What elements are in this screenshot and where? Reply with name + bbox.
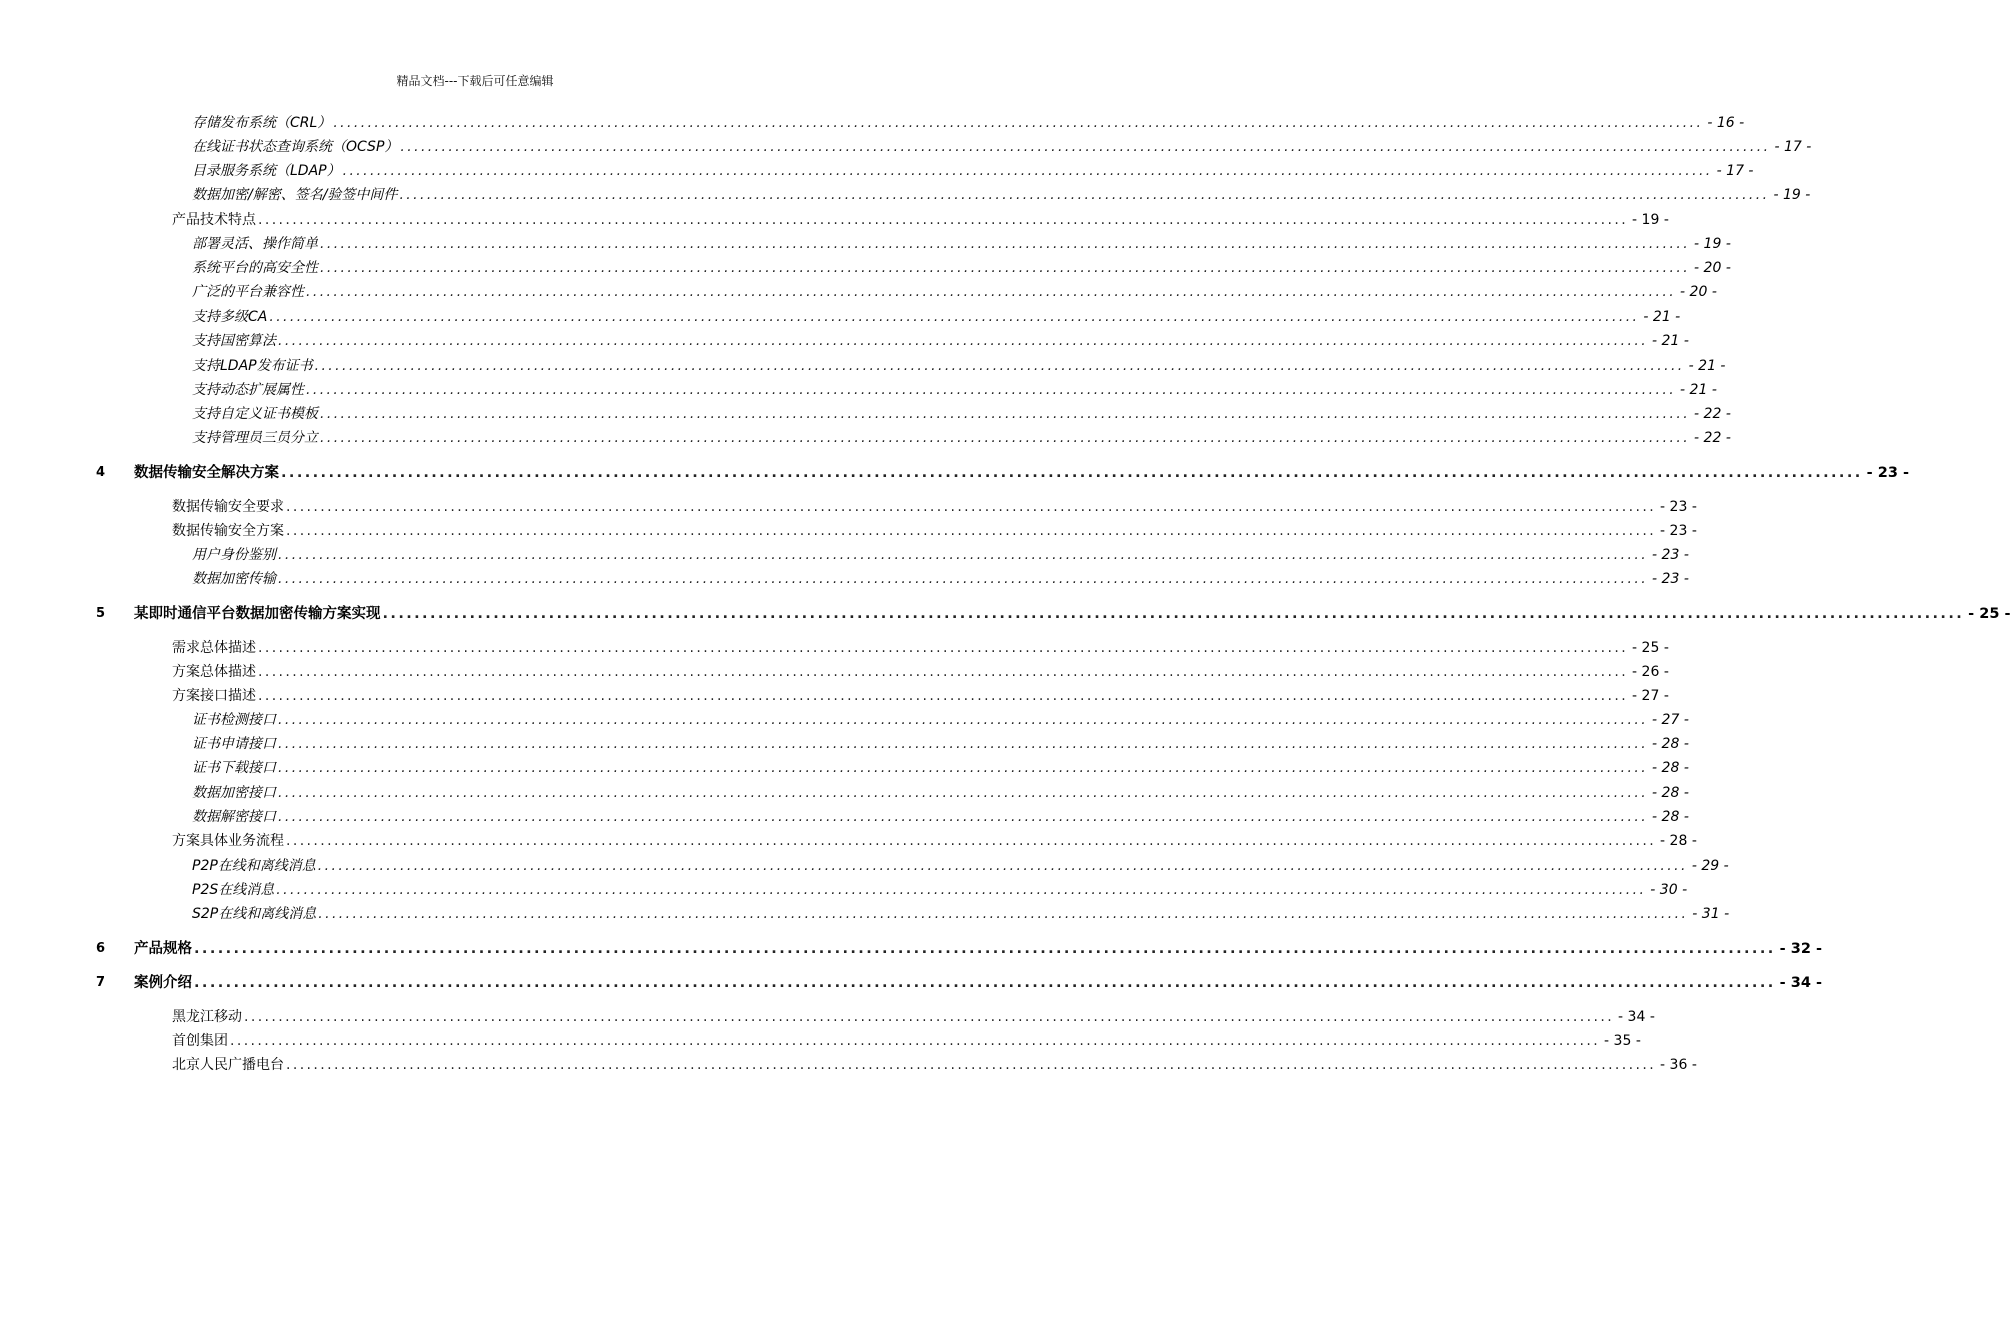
toc-dot-leader: ........................................................................................................................................................................................................ bbox=[281, 465, 1863, 481]
toc-entry-line bbox=[192, 184, 1811, 206]
toc-entry-title: 数据加密传输 bbox=[192, 571, 276, 587]
toc-entry-title: 支持自定义证书模板 bbox=[192, 406, 318, 422]
toc-entry-line bbox=[192, 855, 1729, 877]
toc-dot-leader: ........................................................................................................................................................................................................ bbox=[278, 571, 1649, 587]
toc-page-number: - 28 - bbox=[1660, 833, 1697, 849]
toc-entry-title: 数据解密接口 bbox=[192, 809, 276, 825]
toc-entry-line bbox=[192, 403, 1731, 425]
toc-page-number: - 25 - bbox=[1968, 606, 2010, 622]
toc-page-number: - 23 - bbox=[1866, 465, 1909, 481]
toc-entry[interactable] bbox=[0, 379, 1717, 401]
toc-page-number: - 23 - bbox=[1660, 499, 1697, 515]
toc-page-number: - 17 - bbox=[1774, 139, 1812, 155]
toc-dot-leader: ........................................................................................................................................................................................................ bbox=[230, 1033, 1601, 1049]
toc-dot-leader: ........................................................................................................................................................................................................ bbox=[278, 760, 1649, 776]
toc-entry-line bbox=[192, 257, 1731, 279]
toc-entry-line bbox=[192, 330, 1689, 352]
toc-entry-line bbox=[192, 379, 1717, 401]
toc-entry-title: 支持多级CA bbox=[192, 309, 268, 325]
toc-entry[interactable] bbox=[0, 209, 1669, 231]
toc-entry-title: 证书下载接口 bbox=[192, 760, 276, 776]
toc-entry-line bbox=[192, 355, 1726, 377]
toc-page-number: - 19 - bbox=[1773, 187, 1811, 203]
toc-dot-leader: ........................................................................................................................................................................................................ bbox=[342, 163, 1713, 179]
toc-entry[interactable] bbox=[0, 685, 1669, 707]
toc-entry-title: 产品规格 bbox=[134, 941, 192, 957]
toc-page-number: - 19 - bbox=[1694, 236, 1731, 252]
toc-entry-title: 案例介绍 bbox=[134, 975, 192, 991]
toc-entry-title: 支持国密算法 bbox=[192, 333, 276, 349]
toc-entry-title: 方案接口描述 bbox=[172, 688, 256, 704]
toc-entry-title: 数据传输安全解决方案 bbox=[134, 465, 279, 481]
toc-entry[interactable] bbox=[0, 661, 1669, 683]
toc-page-number: - 23 - bbox=[1660, 523, 1697, 539]
toc-dot-leader: ........................................................................................................................................................................................................ bbox=[194, 975, 1776, 991]
toc-page-number: - 22 - bbox=[1694, 406, 1731, 422]
toc-page-number: - 29 - bbox=[1691, 858, 1729, 874]
toc-entry-title: 支持动态扩展属性 bbox=[192, 382, 304, 398]
toc-entry-title: 存储发布系统（CRL） bbox=[192, 115, 332, 131]
toc-dot-leader: ........................................................................................................................................................................................................ bbox=[194, 941, 1776, 957]
toc-dot-leader: ........................................................................................................................................................................................................ bbox=[269, 309, 1640, 325]
toc-dot-leader: ........................................................................................................................................................................................................ bbox=[320, 236, 1691, 252]
toc-entry-line bbox=[192, 544, 1689, 566]
toc-dot-leader: ........................................................................................................................................................................................................ bbox=[333, 115, 1704, 131]
toc-section-number: 7 bbox=[96, 975, 106, 990]
toc-entry-line bbox=[134, 462, 1909, 484]
toc-page-number: - 35 - bbox=[1604, 1033, 1641, 1049]
toc-dot-leader: ........................................................................................................................................................................................................ bbox=[320, 406, 1691, 422]
toc-page-number: - 21 - bbox=[1643, 309, 1681, 325]
toc-dot-leader: ........................................................................................................................................................................................................ bbox=[258, 664, 1629, 680]
toc-entry[interactable] bbox=[0, 1054, 1697, 1076]
toc-entry[interactable] bbox=[0, 403, 1731, 425]
toc-entry-title: 某即时通信平台数据加密传输方案实现 bbox=[134, 606, 381, 622]
toc-entry[interactable] bbox=[0, 972, 1822, 994]
toc-entry[interactable] bbox=[0, 496, 1697, 518]
toc-entry[interactable] bbox=[0, 112, 1745, 134]
toc-entry-title: 广泛的平台兼容性 bbox=[192, 284, 304, 300]
toc-entry[interactable] bbox=[0, 938, 1822, 960]
toc-dot-leader: ........................................................................................................................................................................................................ bbox=[320, 260, 1691, 276]
toc-page-number: - 34 - bbox=[1779, 975, 1822, 991]
toc-entry-line bbox=[192, 160, 1754, 182]
toc-entry[interactable] bbox=[0, 757, 1689, 779]
toc-entry-line bbox=[172, 520, 1697, 542]
toc-dot-leader: ........................................................................................................................................................................................................ bbox=[244, 1009, 1615, 1025]
toc-page-number: - 16 - bbox=[1707, 115, 1745, 131]
toc-entry-line bbox=[192, 112, 1745, 134]
toc-entry-title: 首创集团 bbox=[172, 1033, 228, 1049]
toc-page-number: - 32 - bbox=[1779, 941, 1822, 957]
toc-entry[interactable] bbox=[0, 462, 1909, 484]
toc-entry-line bbox=[172, 685, 1669, 707]
toc-entry-title: 在线证书状态查询系统（OCSP） bbox=[192, 139, 399, 155]
toc-page-number: - 23 - bbox=[1652, 547, 1689, 563]
toc-entry-line bbox=[192, 903, 1730, 925]
toc-entry-line bbox=[172, 1030, 1641, 1052]
toc-page-number: - 17 - bbox=[1716, 163, 1754, 179]
toc-page-number: - 28 - bbox=[1652, 809, 1689, 825]
toc-entry[interactable] bbox=[0, 782, 1689, 804]
toc-page-number: - 21 - bbox=[1688, 358, 1726, 374]
toc-dot-leader: ........................................................................................................................................................................................................ bbox=[306, 284, 1677, 300]
toc-entry[interactable] bbox=[0, 733, 1689, 755]
toc-entry[interactable] bbox=[0, 568, 1689, 590]
toc-dot-leader: ........................................................................................................................................................................................................ bbox=[278, 809, 1649, 825]
toc-entry[interactable] bbox=[0, 1006, 1655, 1028]
toc-entry[interactable] bbox=[0, 184, 1811, 206]
toc-dot-leader: ........................................................................................................................................................................................................ bbox=[278, 547, 1649, 563]
toc-entry[interactable] bbox=[0, 306, 1681, 328]
toc-entry-title: 用户身份鉴别 bbox=[192, 547, 276, 563]
toc-entry[interactable] bbox=[0, 637, 1669, 659]
toc-dot-leader: ........................................................................................................................................................................................................ bbox=[278, 785, 1649, 801]
toc-dot-leader: ........................................................................................................................................................................................................ bbox=[400, 139, 1771, 155]
toc-dot-leader: ........................................................................................................................................................................................................ bbox=[278, 712, 1649, 728]
toc-page-number: - 27 - bbox=[1632, 688, 1669, 704]
toc-entry-line bbox=[192, 757, 1689, 779]
toc-entry-title: 方案总体描述 bbox=[172, 664, 256, 680]
toc-page-number: - 25 - bbox=[1632, 640, 1669, 656]
toc-page-number: - 34 - bbox=[1618, 1009, 1655, 1025]
toc-dot-leader: ........................................................................................................................................................................................................ bbox=[278, 736, 1649, 752]
toc-entry[interactable] bbox=[0, 427, 1731, 449]
toc-page-number: - 27 - bbox=[1652, 712, 1689, 728]
toc-entry-line bbox=[192, 281, 1717, 303]
toc-page-number: - 23 - bbox=[1652, 571, 1689, 587]
toc-entry-title: S2P在线和离线消息 bbox=[192, 906, 317, 922]
toc-entry-line bbox=[172, 830, 1697, 852]
toc-entry-line bbox=[192, 709, 1689, 731]
toc-entry[interactable] bbox=[0, 136, 1812, 158]
toc-page-number: - 20 - bbox=[1694, 260, 1731, 276]
toc-entry-line bbox=[192, 782, 1689, 804]
toc-entry-title: 数据传输安全要求 bbox=[172, 499, 284, 515]
toc-entry-title: 支持LDAP发布证书 bbox=[192, 358, 313, 374]
toc-entry[interactable] bbox=[0, 1030, 1641, 1052]
toc-entry-title: 数据加密接口 bbox=[192, 785, 276, 801]
toc-entry-line bbox=[192, 233, 1731, 255]
toc-entry[interactable] bbox=[0, 709, 1689, 731]
toc-entry[interactable] bbox=[0, 603, 2010, 625]
toc-entry-line bbox=[172, 496, 1697, 518]
toc-dot-leader: ........................................................................................................................................................................................................ bbox=[320, 430, 1691, 446]
toc-page-number: - 31 - bbox=[1692, 906, 1730, 922]
toc-dot-leader: ........................................................................................................................................................................................................ bbox=[258, 688, 1629, 704]
toc-page-number: - 19 - bbox=[1632, 212, 1669, 228]
toc-entry-title: 方案具体业务流程 bbox=[172, 833, 284, 849]
toc-entry-line bbox=[192, 879, 1688, 901]
toc-entry[interactable] bbox=[0, 257, 1731, 279]
page-header: 精品文档---下载后可任意编辑 bbox=[396, 74, 554, 88]
toc-page-number: - 22 - bbox=[1694, 430, 1731, 446]
toc-entry-line bbox=[172, 1054, 1697, 1076]
toc-entry-line bbox=[192, 427, 1731, 449]
toc-dot-leader: ........................................................................................................................................................................................................ bbox=[286, 833, 1657, 849]
toc-dot-leader: ........................................................................................................................................................................................................ bbox=[258, 640, 1629, 656]
toc-entry-line bbox=[172, 209, 1669, 231]
toc-dot-leader: ........................................................................................................................................................................................................ bbox=[278, 333, 1649, 349]
toc-page-number: - 21 - bbox=[1652, 333, 1689, 349]
toc-entry[interactable] bbox=[0, 281, 1717, 303]
toc-entry[interactable] bbox=[0, 233, 1731, 255]
toc-page-number: - 28 - bbox=[1652, 736, 1689, 752]
toc-dot-leader: ........................................................................................................................................................................................................ bbox=[399, 187, 1770, 203]
toc-entry-line bbox=[192, 568, 1689, 590]
toc-section-number: 4 bbox=[96, 465, 106, 480]
toc-entry-title: 证书检测接口 bbox=[192, 712, 276, 728]
toc-entry[interactable] bbox=[0, 160, 1754, 182]
toc-page-number: - 28 - bbox=[1652, 760, 1689, 776]
toc-entry-title: 目录服务系统（LDAP） bbox=[192, 163, 341, 179]
toc-entry-title: 产品技术特点 bbox=[172, 212, 256, 228]
toc-dot-leader: ........................................................................................................................................................................................................ bbox=[286, 1057, 1657, 1073]
toc-dot-leader: ........................................................................................................................................................................................................ bbox=[286, 523, 1657, 539]
toc-entry-title: 数据加密/解密、签名/验签中间件 bbox=[192, 187, 398, 203]
toc-entry-line bbox=[192, 136, 1812, 158]
toc-entry-title: 部署灵活、操作简单 bbox=[192, 236, 318, 252]
toc-entry-title: 证书申请接口 bbox=[192, 736, 276, 752]
toc-entry[interactable] bbox=[0, 544, 1689, 566]
toc-entry-line bbox=[172, 637, 1669, 659]
toc-entry-line bbox=[134, 972, 1822, 994]
toc-entry-title: P2P在线和离线消息 bbox=[192, 858, 316, 874]
toc-section-number: 6 bbox=[96, 941, 106, 956]
toc-entry[interactable] bbox=[0, 806, 1689, 828]
toc-entry[interactable] bbox=[0, 330, 1689, 352]
toc-page-number: - 26 - bbox=[1632, 664, 1669, 680]
toc-entry-title: 北京人民广播电台 bbox=[172, 1057, 284, 1073]
toc-entry-line bbox=[134, 603, 2010, 625]
toc-page-number: - 20 - bbox=[1680, 284, 1717, 300]
toc-entry-title: 支持管理员三员分立 bbox=[192, 430, 318, 446]
toc-dot-leader: ........................................................................................................................................................................................................ bbox=[317, 858, 1688, 874]
toc-entry-title: 需求总体描述 bbox=[172, 640, 256, 656]
toc-dot-leader: ........................................................................................................................................................................................................ bbox=[286, 499, 1657, 515]
toc-dot-leader: ........................................................................................................................................................................................................ bbox=[382, 606, 1965, 622]
toc-dot-leader: ........................................................................................................................................................................................................ bbox=[276, 882, 1647, 898]
toc-section-number: 5 bbox=[96, 606, 106, 621]
toc-entry-line bbox=[134, 938, 1822, 960]
toc-entry-title: 黑龙江移动 bbox=[172, 1009, 242, 1025]
toc-page-number: - 36 - bbox=[1660, 1057, 1697, 1073]
toc-entry-line bbox=[192, 806, 1689, 828]
toc-page-number: - 30 - bbox=[1650, 882, 1688, 898]
toc-dot-leader: ........................................................................................................................................................................................................ bbox=[258, 212, 1629, 228]
toc-entry-line bbox=[172, 661, 1669, 683]
toc-entry[interactable] bbox=[0, 903, 1730, 925]
toc-page-number: - 28 - bbox=[1652, 785, 1689, 801]
toc-entry[interactable] bbox=[0, 879, 1688, 901]
toc-dot-leader: ........................................................................................................................................................................................................ bbox=[318, 906, 1689, 922]
toc-entry[interactable] bbox=[0, 355, 1726, 377]
toc-dot-leader: ........................................................................................................................................................................................................ bbox=[306, 382, 1677, 398]
toc-entry-line bbox=[192, 306, 1681, 328]
toc-entry[interactable] bbox=[0, 855, 1729, 877]
toc-entry-title: 系统平台的高安全性 bbox=[192, 260, 318, 276]
toc-entry-line bbox=[192, 733, 1689, 755]
toc-entry-title: P2S在线消息 bbox=[192, 882, 275, 898]
toc-dot-leader: ........................................................................................................................................................................................................ bbox=[314, 358, 1685, 374]
toc-entry-title: 数据传输安全方案 bbox=[172, 523, 284, 539]
toc-entry-line bbox=[172, 1006, 1655, 1028]
toc-entry[interactable] bbox=[0, 520, 1697, 542]
toc-entry[interactable] bbox=[0, 830, 1697, 852]
toc-page-number: - 21 - bbox=[1680, 382, 1717, 398]
